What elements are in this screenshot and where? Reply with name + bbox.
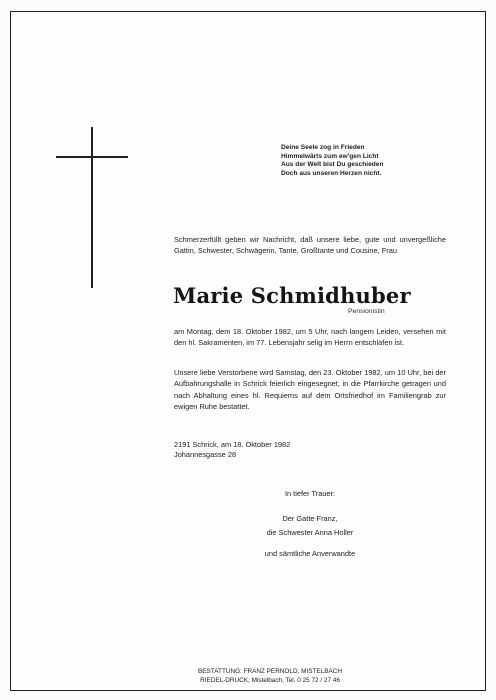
- mourning-heading: In tiefer Trauer:: [284, 489, 336, 498]
- memorial-poem: [281, 144, 441, 178]
- place-and-date: [174, 440, 290, 460]
- poem-line: Doch aus unseren Herzen nicht.: [281, 169, 382, 177]
- death-paragraph: am Montag, dem 18. Oktober 1982, um 5 Uhr, nach langem Leiden, versehen mit den hl. Sakramenten, im 77. Lebensjahr selig im Herrn entschlafen ist.: [174, 327, 446, 348]
- poem-line: Aus der Welt bist Du geschieden: [281, 161, 384, 169]
- poem-line: Deine Seele zog in Frieden: [281, 144, 365, 151]
- mourner-sister: die Schwester Anna Holler: [266, 528, 354, 537]
- address-line: Johannesgasse 28: [174, 450, 237, 459]
- cross-icon-horizontal-beam: [56, 156, 128, 158]
- black-border-frame: [10, 11, 486, 691]
- poem-line: Himmelwärts zum ew'gen Licht: [281, 152, 379, 160]
- mourner-relatives: und sämtliche Anverwandte: [264, 549, 356, 558]
- place-date-line: 2191 Schrick, am 18. Oktober 1982: [174, 440, 291, 449]
- funeral-paragraph: Unsere liebe Verstorbene wird Samstag, den 23. Oktober 1982, um 10 Uhr, bei der Aufbahrungshalle in Schrick feierlich eingesegnet, in die Pfarrkirche getragen und nach Abhaltung eines hl. Requiems auf dem Ortsfriedhof im Familiengrab zur ewigen Ruhe bestattet.: [174, 368, 446, 412]
- deceased-name: Marie Schmidhuber: [173, 283, 411, 308]
- cross-icon-vertical-beam: [91, 127, 93, 288]
- footer-imprint: [150, 667, 390, 685]
- intro-paragraph: Schmerzerfüllt geben wir Nachricht, daß unsere liebe, gute und unvergeßliche Gattin, Schwester, Schwägerin, Tante, Großtante und Cousine, Frau: [174, 235, 446, 256]
- deceased-occupation: Pensionistin: [348, 308, 385, 315]
- funeral-home-line: BESTATTUNG: FRANZ PERNOLD, MISTELBACH: [198, 668, 342, 675]
- mourner-husband: Der Gatte Franz,: [282, 514, 338, 523]
- printer-line: RIEDEL-DRUCK, Mistelbach, Tel. 0 25 72 / 27 46: [200, 677, 340, 684]
